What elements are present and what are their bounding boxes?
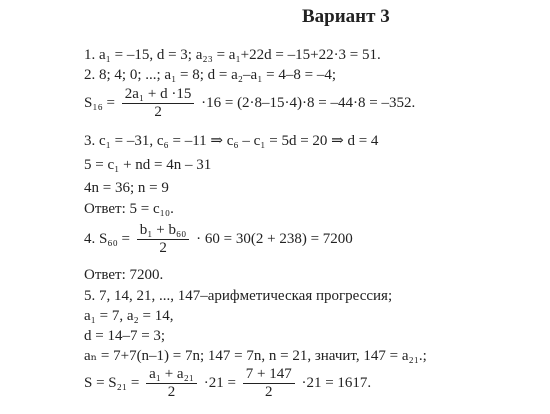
s60-label: 4. S₆₀ = xyxy=(84,231,131,247)
solution-5-difference: d = 14–7 = 3; xyxy=(84,328,166,344)
s21-denominator-2: 2 xyxy=(264,384,273,400)
sum-denominator: 2 xyxy=(154,104,162,120)
s21-label: S = S₂₁ = xyxy=(84,375,140,391)
sum-result: ·16 = (2·8–15·4)·8 = –44·8 = –352. xyxy=(201,95,416,111)
s60-fraction xyxy=(137,222,190,257)
solution-5-line: 5. 7, 14, 21, ..., 147–арифметическая прогрессия; xyxy=(84,288,393,304)
s21-numerator-2: 7 + 147 xyxy=(243,366,295,384)
s60-denominator: 2 xyxy=(159,240,167,256)
solution-3-line: 3. c₁ = –31, c₆ = –11 ⇒ c₆ – c₁ = 5d = 20 ⇒ d = 4 xyxy=(84,133,379,149)
s21-middle: ·21 = xyxy=(203,375,236,391)
solution-4-formula xyxy=(84,222,353,257)
solution-4-answer: Ответ: 7200. xyxy=(84,267,164,283)
s21-result: ·21 = 1617. xyxy=(301,375,372,391)
solution-3-answer: Ответ: 5 = c₁₀. xyxy=(84,201,174,217)
solution-3-n: 4n = 36; n = 9 xyxy=(84,180,169,196)
solution-2-line: 2. 8; 4; 0; ...; a₁ = 8; d = a₂–a₁ = 4–8 = –4; xyxy=(84,67,337,83)
solution-3-equation: 5 = c₁ + nd = 4n – 31 xyxy=(84,157,212,173)
s60-result: · 60 = 30(2 + 238) = 7200 xyxy=(196,231,353,247)
s60-numerator: b₁ + b₆₀ xyxy=(137,222,190,240)
solution-5-terms: a₁ = 7, a₂ = 14, xyxy=(84,308,174,324)
solution-2-sum-formula xyxy=(84,86,415,121)
s21-numerator-1: a₁ + a₂₁ xyxy=(146,366,197,384)
solution-5-sum-formula xyxy=(84,366,371,401)
page-title: Вариант 3 xyxy=(302,6,390,27)
s21-fraction-1 xyxy=(146,366,197,401)
sum-label: S₁₆ = xyxy=(84,95,116,111)
sum-fraction xyxy=(122,86,195,121)
s21-denominator-1: 2 xyxy=(167,384,176,400)
sum-numerator: 2a₁ + d ·15 xyxy=(122,86,195,104)
solution-5-general-term: aₙ = 7+7(n–1) = 7n; 147 = 7n, n = 21, значит, 147 = a₂₁.; xyxy=(84,348,427,364)
solution-1-line: 1. a₁ = –15, d = 3; a₂₃ = a₁+22d = –15+22·3 = 51. xyxy=(84,47,381,63)
s21-fraction-2 xyxy=(243,366,295,401)
